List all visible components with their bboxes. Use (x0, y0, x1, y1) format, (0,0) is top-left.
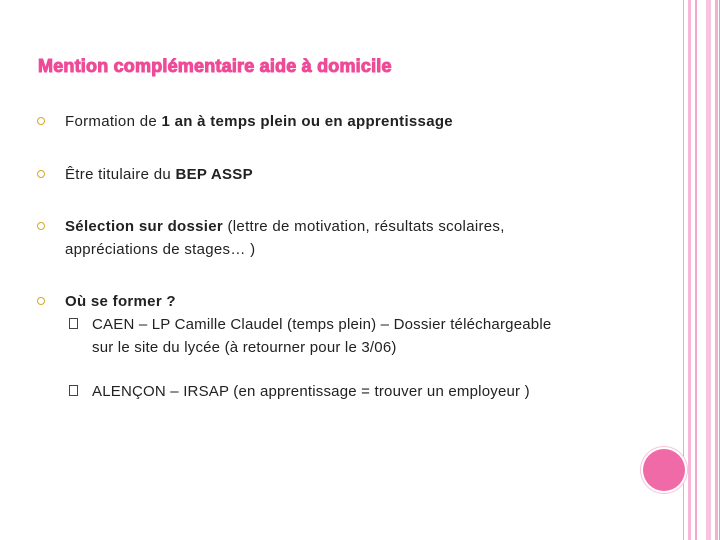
slide-title: Mention complémentaire aide à domicile (38, 56, 392, 76)
bullet-text-bold: temps plein (210, 113, 297, 130)
bullet-circle-icon (37, 297, 45, 305)
bullet-text (65, 215, 635, 238)
bullet-text-part: Formation de (65, 113, 162, 130)
decorative-stripe (683, 0, 684, 540)
decorative-circle (643, 449, 685, 491)
subitem-text-continuation: sur le site du lycée (à retourner pour le 3/06) (92, 339, 397, 356)
bullet-text-bold: 1 an (161, 113, 193, 130)
decorative-stripe (688, 0, 691, 540)
bullet-text-part: (lettre de motivation, résultats scolaires, (223, 218, 505, 235)
bullet-circle-icon (37, 117, 45, 125)
subitem-text: CAEN – LP Camille Claudel (temps plein) – Dossier téléchargeable (92, 316, 552, 333)
subitem-alencon (92, 380, 632, 403)
bullet-text-bold: Où se former ? (65, 293, 176, 310)
bullet-text (65, 163, 635, 186)
bullet-text-bold: BEP ASSP (175, 166, 253, 183)
bullet-text (65, 110, 635, 133)
decorative-stripe (706, 0, 711, 540)
bullet-text-part: ou en (296, 113, 348, 130)
bullet-text-part: à (192, 113, 211, 130)
subitem-text: ALENÇON – IRSAP (en apprentissage = trouver un employeur ) (92, 383, 530, 400)
bullet-circle-icon (37, 170, 45, 178)
bullet-formation (65, 110, 635, 133)
bullet-titulaire (65, 163, 635, 186)
subitem-caen (92, 313, 632, 359)
bullet-text-continuation: appréciations de stages… ) (65, 241, 256, 258)
bullet-text-part: Être titulaire du (65, 166, 176, 183)
decorative-stripe (715, 0, 718, 540)
square-bullet-icon (69, 318, 78, 329)
bullet-circle-icon (37, 222, 45, 230)
decorative-stripe (695, 0, 697, 540)
bullet-text-bold: apprentissage (347, 113, 453, 130)
bullet-selection (65, 215, 635, 261)
bullet-text-bold: Sélection sur dossier (65, 218, 224, 235)
bullet-ou-se-former (65, 290, 635, 313)
square-bullet-icon (69, 385, 78, 396)
